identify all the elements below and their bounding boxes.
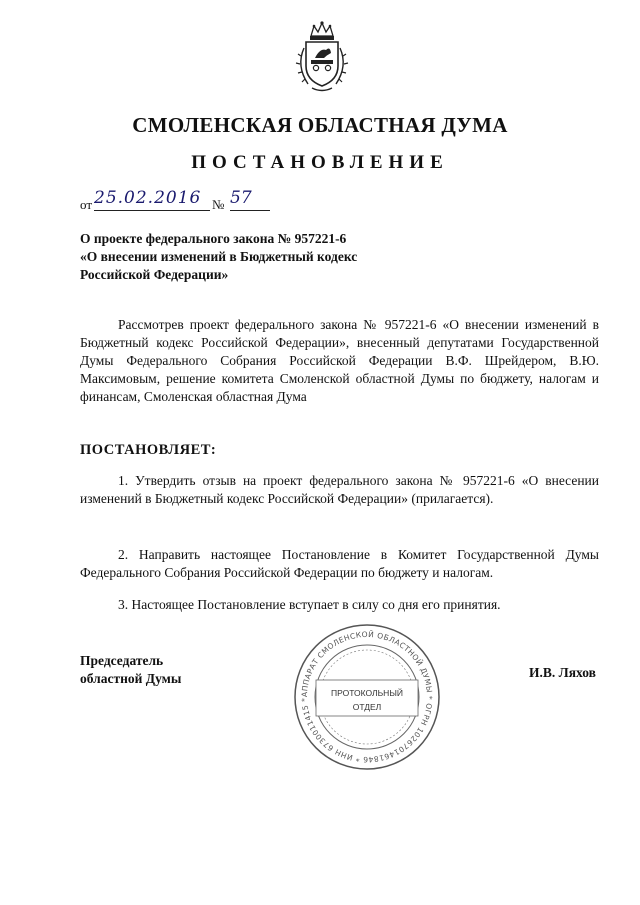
document-type-title: ПОСТАНОВЛЕНИЕ — [191, 152, 449, 173]
resolution-item-2: 2. Направить настоящее Постановление в Комитет Государственной Думы Федерального Собрания Российской Федерации по бюджету и налогам. — [80, 547, 599, 580]
subject-line: Российской Федерации» — [80, 267, 229, 282]
date-prefix: от — [80, 197, 93, 212]
position-line: областной Думы — [80, 671, 182, 686]
stamp-label-line: ОТДЕЛ — [352, 702, 382, 712]
preamble-paragraph: Рассмотрев проект федерального закона № 957221-6 «О внесении изменений в Бюджетный кодекс Российской Федерации», внесенный депутатами Государственной Думы Федерального Собрания Российской Федерации В.Ф. Шрейдером, В.Ю. Максимовым, решение комитета Смоленской областной Думы по бюджету, налогам и финансам, Смоленская областная Дума — [80, 317, 599, 404]
subject-line: «О внесении изменений в Бюджетный кодекс — [80, 249, 358, 264]
number-sign: № — [212, 197, 225, 212]
signatory-name: И.В. Ляхов — [529, 665, 596, 680]
coat-of-arms-icon — [294, 20, 350, 96]
organization-title: СМОЛЕНСКАЯ ОБЛАСТНАЯ ДУМА — [132, 113, 508, 137]
resolution-item-1: 1. Утвердить отзыв на проект федерального закона № 957221-6 «О внесении изменений в Бюджетный кодекс Российской Федерации» (прилагается). — [80, 473, 599, 506]
resolves-heading: ПОСТАНОВЛЯЕТ: — [80, 442, 217, 458]
document-number: 57 — [230, 188, 270, 211]
document-date: 25.02.2016 — [94, 188, 210, 211]
stamp-label-line: ПРОТОКОЛЬНЫЙ — [331, 688, 403, 698]
subject-line: О проекте федерального закона № 957221-6 — [80, 231, 347, 246]
signatory-position — [80, 652, 181, 688]
registration-line — [80, 188, 340, 214]
stamp-ring-text: АППАРАТ СМОЛЕНСКОЙ ОБЛАСТНОЙ ДУМЫ * ОГРН 1026701461846 * ИНН 6730011415 * — [299, 629, 435, 765]
resolution-item-3: 3. Настоящее Постановление вступает в силу со дня его принятия. — [118, 597, 501, 612]
document-subject — [80, 230, 440, 284]
position-line: Председатель — [80, 653, 164, 668]
stamp-label — [312, 686, 422, 714]
